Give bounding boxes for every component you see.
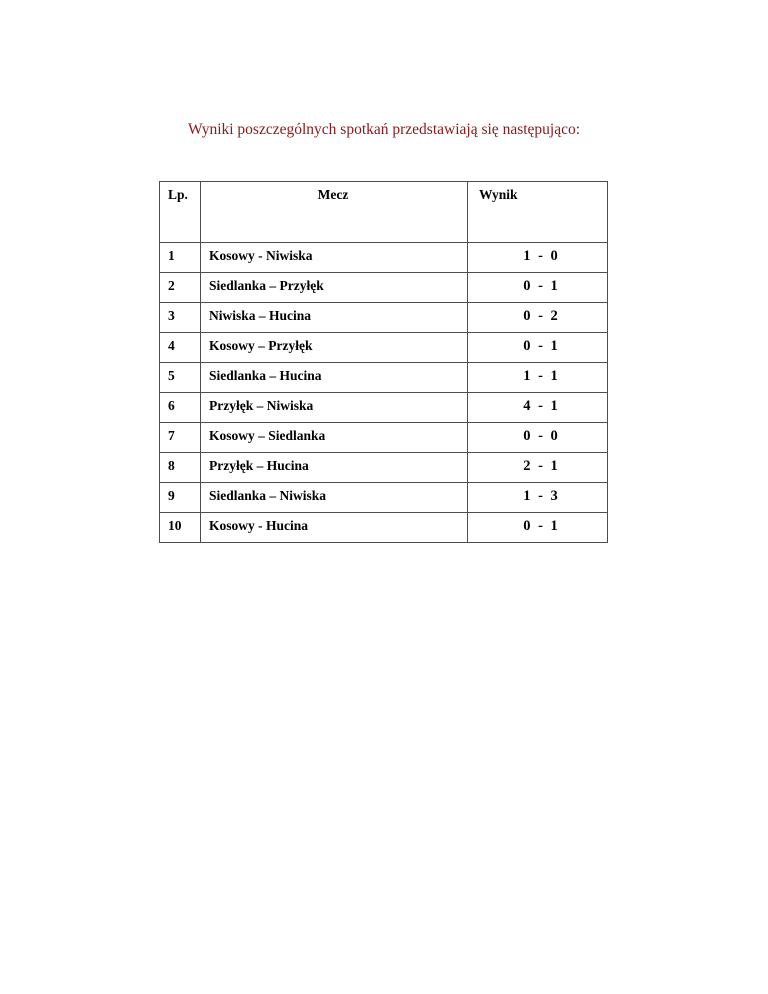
row-match: Przyłęk – Hucina [201,453,468,483]
row-match: Siedlanka – Niwiska [201,483,468,513]
row-score: 0 - 1 [468,513,608,543]
row-lp: 1 [160,243,201,273]
row-lp: 4 [160,333,201,363]
row-score: 0 - 0 [468,423,608,453]
row-lp: 2 [160,273,201,303]
row-match: Siedlanka – Przyłęk [201,273,468,303]
row-score: 0 - 2 [468,303,608,333]
header-score: Wynik [468,182,608,243]
match-results-table [159,181,608,543]
table-row [160,423,608,453]
table-row [160,243,608,273]
table-row [160,333,608,363]
table-row [160,393,608,423]
row-score: 1 - 3 [468,483,608,513]
table-row [160,483,608,513]
header-match: Mecz [201,182,468,243]
table-header-row [160,182,608,243]
row-score: 1 - 0 [468,243,608,273]
row-score: 0 - 1 [468,333,608,363]
row-match: Kosowy – Siedlanka [201,423,468,453]
table-row [160,363,608,393]
row-match: Przyłęk – Niwiska [201,393,468,423]
row-lp: 5 [160,363,201,393]
row-match: Kosowy - Hucina [201,513,468,543]
intro-paragraph: Wyniki poszczególnych spotkań przedstawiają się następująco: [188,121,581,138]
table-row [160,273,608,303]
row-match: Kosowy – Przyłęk [201,333,468,363]
row-lp: 8 [160,453,201,483]
row-score: 0 - 1 [468,273,608,303]
header-lp: Lp. [160,182,201,243]
row-lp: 10 [160,513,201,543]
row-lp: 6 [160,393,201,423]
row-lp: 3 [160,303,201,333]
row-score: 1 - 1 [468,363,608,393]
row-score: 2 - 1 [468,453,608,483]
table-row [160,453,608,483]
row-lp: 7 [160,423,201,453]
row-score: 4 - 1 [468,393,608,423]
table-row [160,513,608,543]
row-match: Niwiska – Hucina [201,303,468,333]
row-lp: 9 [160,483,201,513]
table-row [160,303,608,333]
row-match: Siedlanka – Hucina [201,363,468,393]
row-match: Kosowy - Niwiska [201,243,468,273]
